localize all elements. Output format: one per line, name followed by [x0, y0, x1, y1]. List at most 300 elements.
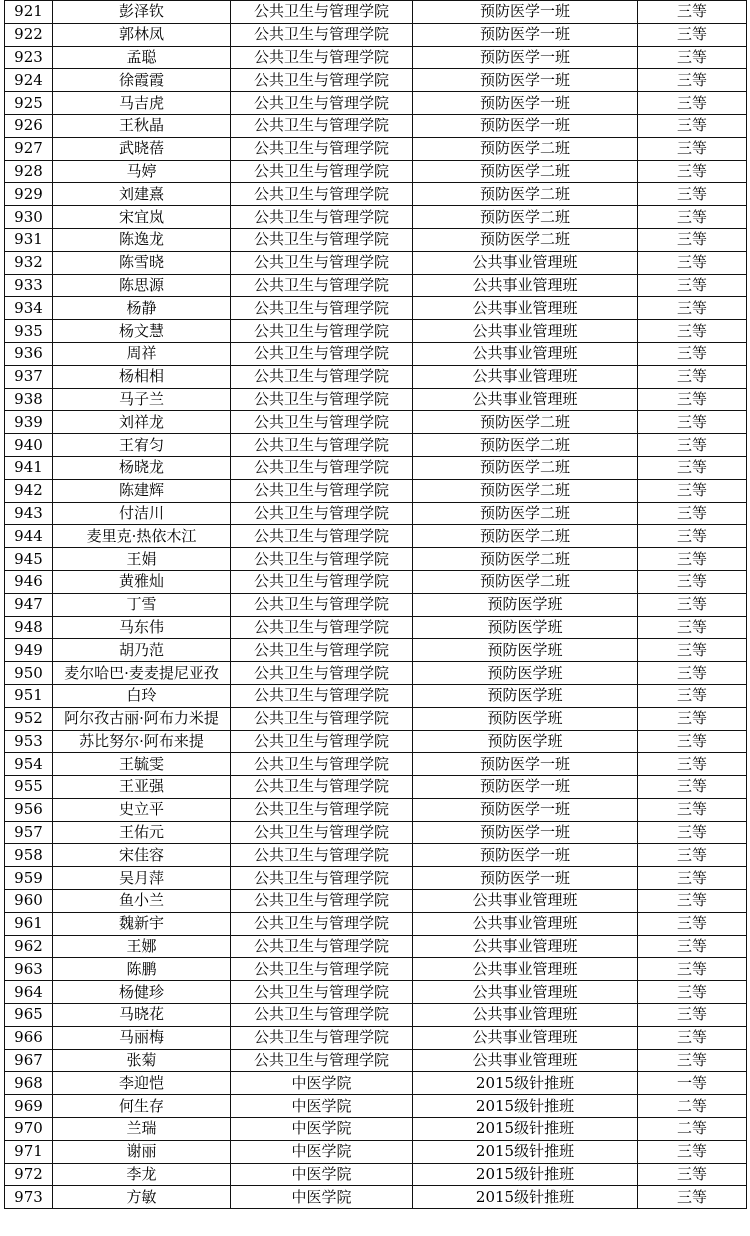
- college-name: 公共卫生与管理学院: [231, 23, 413, 46]
- table-row: [5, 958, 747, 981]
- college-name: 公共卫生与管理学院: [231, 867, 413, 890]
- row-number: 960: [5, 890, 53, 913]
- class-name: 公共事业管理班: [413, 981, 638, 1004]
- award-level: 三等: [638, 616, 747, 639]
- table-row: [5, 570, 747, 593]
- row-number: 968: [5, 1072, 53, 1095]
- college-name: 公共卫生与管理学院: [231, 981, 413, 1004]
- college-name: 公共卫生与管理学院: [231, 92, 413, 115]
- college-name: 公共卫生与管理学院: [231, 616, 413, 639]
- row-number: 962: [5, 935, 53, 958]
- award-level: 三等: [638, 228, 747, 251]
- student-name: 王娜: [53, 935, 231, 958]
- student-name: 李龙: [53, 1163, 231, 1186]
- class-name: 预防医学二班: [413, 160, 638, 183]
- row-number: 969: [5, 1095, 53, 1118]
- table-row: [5, 342, 747, 365]
- student-name: 陈雪晓: [53, 251, 231, 274]
- college-name: 公共卫生与管理学院: [231, 114, 413, 137]
- student-name: 周祥: [53, 342, 231, 365]
- class-name: 预防医学班: [413, 707, 638, 730]
- table-row: [5, 776, 747, 799]
- class-name: 预防医学一班: [413, 798, 638, 821]
- award-level: 三等: [638, 753, 747, 776]
- table-row: [5, 23, 747, 46]
- award-level: 三等: [638, 1186, 747, 1209]
- award-level: 三等: [638, 1049, 747, 1072]
- row-number: 947: [5, 593, 53, 616]
- class-name: 预防医学班: [413, 639, 638, 662]
- college-name: 公共卫生与管理学院: [231, 183, 413, 206]
- class-name: 预防医学一班: [413, 776, 638, 799]
- table-row: [5, 251, 747, 274]
- class-name: 预防医学一班: [413, 821, 638, 844]
- award-level: 一等: [638, 1072, 747, 1095]
- student-name: 宋宜岚: [53, 206, 231, 229]
- table-row: [5, 981, 747, 1004]
- college-name: 公共卫生与管理学院: [231, 684, 413, 707]
- student-name: 麦里克·热依木江: [53, 525, 231, 548]
- table-row: [5, 684, 747, 707]
- college-name: 中医学院: [231, 1095, 413, 1118]
- award-level: 三等: [638, 1140, 747, 1163]
- student-name: 彭泽钦: [53, 1, 231, 24]
- award-level: 三等: [638, 183, 747, 206]
- student-name: 郭林凤: [53, 23, 231, 46]
- college-name: 公共卫生与管理学院: [231, 274, 413, 297]
- student-name: 杨相相: [53, 365, 231, 388]
- class-name: 公共事业管理班: [413, 935, 638, 958]
- row-number: 937: [5, 365, 53, 388]
- award-level: 三等: [638, 69, 747, 92]
- student-name: 马吉虎: [53, 92, 231, 115]
- award-level: 三等: [638, 821, 747, 844]
- row-number: 922: [5, 23, 53, 46]
- student-name: 史立平: [53, 798, 231, 821]
- class-name: 公共事业管理班: [413, 342, 638, 365]
- class-name: 预防医学二班: [413, 479, 638, 502]
- student-name: 王宥匀: [53, 434, 231, 457]
- student-name: 付洁川: [53, 502, 231, 525]
- row-number: 946: [5, 570, 53, 593]
- award-level: 三等: [638, 114, 747, 137]
- row-number: 932: [5, 251, 53, 274]
- table-row: [5, 69, 747, 92]
- college-name: 公共卫生与管理学院: [231, 935, 413, 958]
- college-name: 公共卫生与管理学院: [231, 228, 413, 251]
- row-number: 971: [5, 1140, 53, 1163]
- row-number: 928: [5, 160, 53, 183]
- student-name: 何生存: [53, 1095, 231, 1118]
- award-level: 三等: [638, 251, 747, 274]
- row-number: 923: [5, 46, 53, 69]
- table-row: [5, 844, 747, 867]
- class-name: 公共事业管理班: [413, 297, 638, 320]
- row-number: 945: [5, 548, 53, 571]
- student-name: 陈逸龙: [53, 228, 231, 251]
- table-row: [5, 388, 747, 411]
- row-number: 953: [5, 730, 53, 753]
- table-row: [5, 297, 747, 320]
- student-name: 麦尔哈巴·麦麦提尼亚孜: [53, 662, 231, 685]
- class-name: 2015级针推班: [413, 1140, 638, 1163]
- award-level: 三等: [638, 935, 747, 958]
- student-name: 马丽梅: [53, 1026, 231, 1049]
- row-number: 930: [5, 206, 53, 229]
- student-name: 杨静: [53, 297, 231, 320]
- table-row: [5, 821, 747, 844]
- table-row: [5, 798, 747, 821]
- college-name: 公共卫生与管理学院: [231, 776, 413, 799]
- class-name: 预防医学二班: [413, 411, 638, 434]
- class-name: 预防医学二班: [413, 228, 638, 251]
- student-name: 马婷: [53, 160, 231, 183]
- table-row: [5, 228, 747, 251]
- student-name: 陈建辉: [53, 479, 231, 502]
- award-level: 三等: [638, 1026, 747, 1049]
- award-level: 三等: [638, 844, 747, 867]
- table-row: [5, 114, 747, 137]
- table-row: [5, 1049, 747, 1072]
- row-number: 964: [5, 981, 53, 1004]
- class-name: 公共事业管理班: [413, 1004, 638, 1027]
- award-level: 三等: [638, 890, 747, 913]
- student-name: 王毓雯: [53, 753, 231, 776]
- award-level: 三等: [638, 912, 747, 935]
- student-name: 宋佳容: [53, 844, 231, 867]
- college-name: 公共卫生与管理学院: [231, 1049, 413, 1072]
- student-name: 武晓蓓: [53, 137, 231, 160]
- college-name: 公共卫生与管理学院: [231, 206, 413, 229]
- row-number: 954: [5, 753, 53, 776]
- row-number: 934: [5, 297, 53, 320]
- class-name: 预防医学二班: [413, 183, 638, 206]
- row-number: 943: [5, 502, 53, 525]
- college-name: 公共卫生与管理学院: [231, 912, 413, 935]
- table-row: [5, 662, 747, 685]
- class-name: 公共事业管理班: [413, 1026, 638, 1049]
- class-name: 公共事业管理班: [413, 251, 638, 274]
- row-number: 955: [5, 776, 53, 799]
- row-number: 973: [5, 1186, 53, 1209]
- award-level: 三等: [638, 365, 747, 388]
- college-name: 中医学院: [231, 1186, 413, 1209]
- row-number: 949: [5, 639, 53, 662]
- row-number: 927: [5, 137, 53, 160]
- row-number: 944: [5, 525, 53, 548]
- table-row: [5, 1026, 747, 1049]
- table-row: [5, 411, 747, 434]
- award-level: 三等: [638, 662, 747, 685]
- class-name: 2015级针推班: [413, 1118, 638, 1141]
- class-name: 预防医学一班: [413, 844, 638, 867]
- table-row: [5, 730, 747, 753]
- row-number: 958: [5, 844, 53, 867]
- row-number: 948: [5, 616, 53, 639]
- row-number: 961: [5, 912, 53, 935]
- table-row: [5, 593, 747, 616]
- award-level: 三等: [638, 1004, 747, 1027]
- college-name: 公共卫生与管理学院: [231, 1004, 413, 1027]
- table-row: [5, 1095, 747, 1118]
- award-level: 三等: [638, 570, 747, 593]
- award-level: 三等: [638, 548, 747, 571]
- class-name: 预防医学二班: [413, 434, 638, 457]
- class-name: 预防医学班: [413, 616, 638, 639]
- class-name: 预防医学一班: [413, 69, 638, 92]
- award-level: 三等: [638, 388, 747, 411]
- class-name: 预防医学一班: [413, 753, 638, 776]
- table-row: [5, 1072, 747, 1095]
- college-name: 公共卫生与管理学院: [231, 342, 413, 365]
- college-name: 公共卫生与管理学院: [231, 365, 413, 388]
- student-name: 刘建熹: [53, 183, 231, 206]
- row-number: 925: [5, 92, 53, 115]
- class-name: 预防医学一班: [413, 867, 638, 890]
- college-name: 公共卫生与管理学院: [231, 479, 413, 502]
- student-name: 杨文慧: [53, 320, 231, 343]
- college-name: 公共卫生与管理学院: [231, 1, 413, 24]
- award-level: 三等: [638, 639, 747, 662]
- award-level: 三等: [638, 981, 747, 1004]
- table-row: [5, 912, 747, 935]
- row-number: 929: [5, 183, 53, 206]
- student-name: 王佑元: [53, 821, 231, 844]
- student-name: 王娟: [53, 548, 231, 571]
- table-row: [5, 160, 747, 183]
- student-name: 兰瑞: [53, 1118, 231, 1141]
- college-name: 公共卫生与管理学院: [231, 570, 413, 593]
- class-name: 预防医学二班: [413, 502, 638, 525]
- college-name: 公共卫生与管理学院: [231, 456, 413, 479]
- student-name: 徐霞霞: [53, 69, 231, 92]
- class-name: 2015级针推班: [413, 1163, 638, 1186]
- college-name: 公共卫生与管理学院: [231, 251, 413, 274]
- award-level: 三等: [638, 479, 747, 502]
- award-level: 三等: [638, 958, 747, 981]
- class-name: 2015级针推班: [413, 1072, 638, 1095]
- student-name: 黄雅灿: [53, 570, 231, 593]
- table-row: [5, 183, 747, 206]
- class-name: 预防医学一班: [413, 1, 638, 24]
- class-name: 预防医学班: [413, 730, 638, 753]
- table-row: [5, 479, 747, 502]
- student-name: 刘祥龙: [53, 411, 231, 434]
- table-row: [5, 707, 747, 730]
- student-name: 马晓花: [53, 1004, 231, 1027]
- award-level: 三等: [638, 411, 747, 434]
- row-number: 966: [5, 1026, 53, 1049]
- table-row: [5, 274, 747, 297]
- table-row: [5, 1163, 747, 1186]
- college-name: 公共卫生与管理学院: [231, 707, 413, 730]
- student-name: 陈鹏: [53, 958, 231, 981]
- college-name: 公共卫生与管理学院: [231, 46, 413, 69]
- table-row: [5, 548, 747, 571]
- student-name: 鱼小兰: [53, 890, 231, 913]
- row-number: 926: [5, 114, 53, 137]
- class-name: 预防医学班: [413, 662, 638, 685]
- table-row: [5, 1118, 747, 1141]
- class-name: 预防医学二班: [413, 456, 638, 479]
- award-level: 三等: [638, 593, 747, 616]
- student-name: 胡乃范: [53, 639, 231, 662]
- table-row: [5, 320, 747, 343]
- row-number: 963: [5, 958, 53, 981]
- class-name: 公共事业管理班: [413, 958, 638, 981]
- row-number: 939: [5, 411, 53, 434]
- class-name: 预防医学班: [413, 684, 638, 707]
- college-name: 公共卫生与管理学院: [231, 593, 413, 616]
- award-level: 三等: [638, 684, 747, 707]
- row-number: 957: [5, 821, 53, 844]
- row-number: 970: [5, 1118, 53, 1141]
- student-name: 王亚强: [53, 776, 231, 799]
- award-level: 三等: [638, 274, 747, 297]
- row-number: 921: [5, 1, 53, 24]
- award-level: 二等: [638, 1095, 747, 1118]
- row-number: 936: [5, 342, 53, 365]
- student-name: 丁雪: [53, 593, 231, 616]
- roster-body: [5, 1, 747, 1209]
- class-name: 预防医学二班: [413, 525, 638, 548]
- award-level: 三等: [638, 206, 747, 229]
- table-row: [5, 1140, 747, 1163]
- class-name: 预防医学一班: [413, 46, 638, 69]
- award-level: 三等: [638, 867, 747, 890]
- award-level: 三等: [638, 502, 747, 525]
- table-row: [5, 137, 747, 160]
- row-number: 938: [5, 388, 53, 411]
- college-name: 公共卫生与管理学院: [231, 320, 413, 343]
- student-name: 张菊: [53, 1049, 231, 1072]
- college-name: 公共卫生与管理学院: [231, 160, 413, 183]
- student-name: 杨健珍: [53, 981, 231, 1004]
- award-level: 三等: [638, 23, 747, 46]
- table-row: [5, 1, 747, 24]
- award-level: 三等: [638, 776, 747, 799]
- row-number: 931: [5, 228, 53, 251]
- table-row: [5, 502, 747, 525]
- row-number: 933: [5, 274, 53, 297]
- award-roster-table: [4, 0, 747, 1209]
- row-number: 972: [5, 1163, 53, 1186]
- student-name: 马东伟: [53, 616, 231, 639]
- student-name: 孟聪: [53, 46, 231, 69]
- class-name: 预防医学二班: [413, 137, 638, 160]
- award-level: 三等: [638, 525, 747, 548]
- award-level: 三等: [638, 1, 747, 24]
- class-name: 公共事业管理班: [413, 1049, 638, 1072]
- class-name: 预防医学一班: [413, 23, 638, 46]
- table-row: [5, 92, 747, 115]
- college-name: 公共卫生与管理学院: [231, 69, 413, 92]
- college-name: 公共卫生与管理学院: [231, 662, 413, 685]
- class-name: 预防医学班: [413, 593, 638, 616]
- award-level: 三等: [638, 798, 747, 821]
- award-level: 三等: [638, 456, 747, 479]
- student-name: 杨晓龙: [53, 456, 231, 479]
- row-number: 950: [5, 662, 53, 685]
- table-row: [5, 206, 747, 229]
- college-name: 公共卫生与管理学院: [231, 297, 413, 320]
- table-row: [5, 434, 747, 457]
- college-name: 公共卫生与管理学院: [231, 525, 413, 548]
- table-row: [5, 867, 747, 890]
- student-name: 马子兰: [53, 388, 231, 411]
- class-name: 预防医学二班: [413, 570, 638, 593]
- college-name: 公共卫生与管理学院: [231, 548, 413, 571]
- award-level: 三等: [638, 1163, 747, 1186]
- class-name: 2015级针推班: [413, 1186, 638, 1209]
- row-number: 951: [5, 684, 53, 707]
- college-name: 公共卫生与管理学院: [231, 1026, 413, 1049]
- award-level: 三等: [638, 434, 747, 457]
- student-name: 王秋晶: [53, 114, 231, 137]
- college-name: 公共卫生与管理学院: [231, 502, 413, 525]
- award-level: 三等: [638, 160, 747, 183]
- college-name: 公共卫生与管理学院: [231, 411, 413, 434]
- college-name: 公共卫生与管理学院: [231, 730, 413, 753]
- college-name: 公共卫生与管理学院: [231, 958, 413, 981]
- college-name: 公共卫生与管理学院: [231, 639, 413, 662]
- table-row: [5, 365, 747, 388]
- class-name: 公共事业管理班: [413, 388, 638, 411]
- student-name: 谢丽: [53, 1140, 231, 1163]
- student-name: 苏比努尔·阿布来提: [53, 730, 231, 753]
- award-level: 三等: [638, 342, 747, 365]
- college-name: 公共卫生与管理学院: [231, 137, 413, 160]
- row-number: 965: [5, 1004, 53, 1027]
- table-row: [5, 935, 747, 958]
- row-number: 956: [5, 798, 53, 821]
- student-name: 魏新宇: [53, 912, 231, 935]
- class-name: 预防医学一班: [413, 114, 638, 137]
- college-name: 中医学院: [231, 1072, 413, 1095]
- award-level: 二等: [638, 1118, 747, 1141]
- college-name: 公共卫生与管理学院: [231, 798, 413, 821]
- award-level: 三等: [638, 297, 747, 320]
- table-row: [5, 456, 747, 479]
- student-name: 方敏: [53, 1186, 231, 1209]
- college-name: 公共卫生与管理学院: [231, 434, 413, 457]
- row-number: 959: [5, 867, 53, 890]
- college-name: 公共卫生与管理学院: [231, 890, 413, 913]
- award-level: 三等: [638, 137, 747, 160]
- class-name: 公共事业管理班: [413, 912, 638, 935]
- table-row: [5, 616, 747, 639]
- class-name: 公共事业管理班: [413, 365, 638, 388]
- award-level: 三等: [638, 320, 747, 343]
- college-name: 中医学院: [231, 1163, 413, 1186]
- table-row: [5, 525, 747, 548]
- class-name: 预防医学二班: [413, 206, 638, 229]
- college-name: 中医学院: [231, 1140, 413, 1163]
- row-number: 924: [5, 69, 53, 92]
- row-number: 942: [5, 479, 53, 502]
- class-name: 公共事业管理班: [413, 320, 638, 343]
- table-row: [5, 46, 747, 69]
- row-number: 941: [5, 456, 53, 479]
- table-row: [5, 890, 747, 913]
- student-name: 白玲: [53, 684, 231, 707]
- table-row: [5, 1004, 747, 1027]
- row-number: 940: [5, 434, 53, 457]
- college-name: 公共卫生与管理学院: [231, 388, 413, 411]
- class-name: 公共事业管理班: [413, 890, 638, 913]
- table-row: [5, 639, 747, 662]
- student-name: 李迎恺: [53, 1072, 231, 1095]
